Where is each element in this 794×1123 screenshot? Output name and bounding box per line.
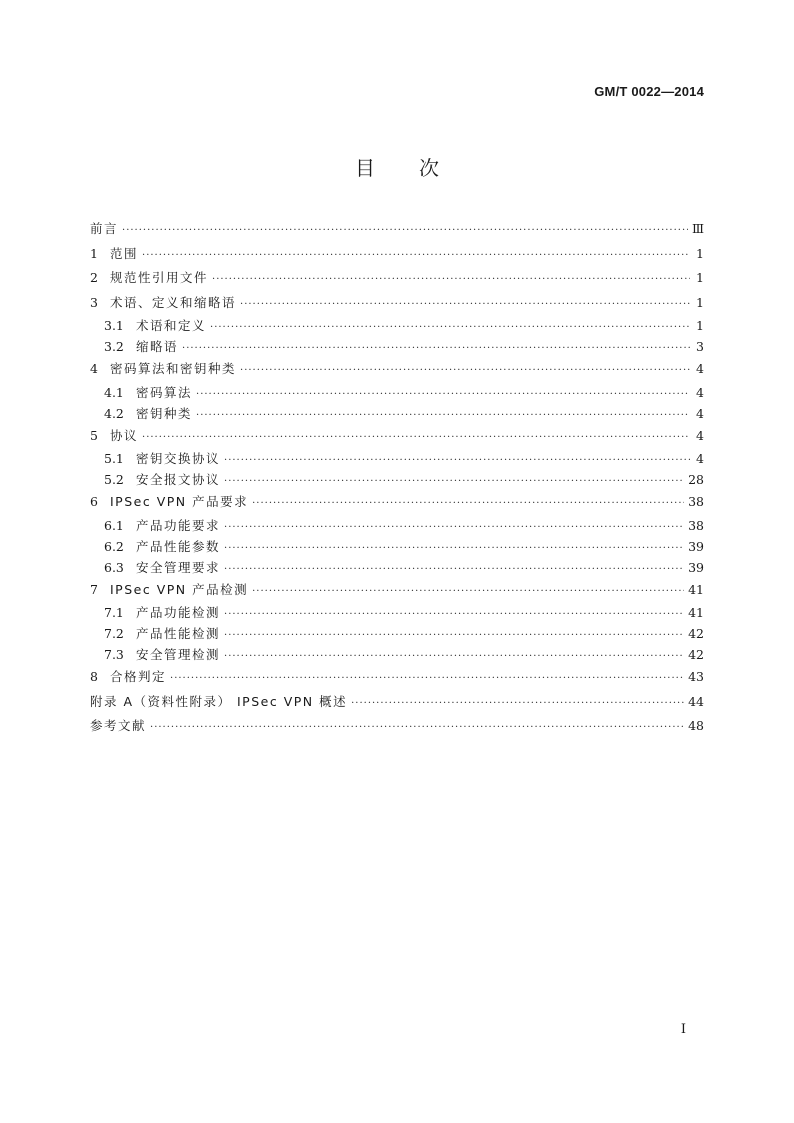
toc-entry-label: 协议	[110, 427, 139, 443]
toc-entry[interactable]	[90, 578, 704, 603]
title-char-2: 次	[419, 156, 439, 180]
toc-entry[interactable]	[90, 602, 704, 623]
toc-entry-label: 安全管理检测	[136, 647, 221, 662]
toc-entry-number: 5.1	[104, 451, 124, 466]
toc-entry-label: 密钥种类	[136, 405, 193, 421]
toc-dot-leader	[142, 244, 690, 269]
toc-entry-page: 38	[688, 517, 704, 533]
toc-entry-page: 1	[696, 294, 704, 310]
toc-entry-number: 7	[90, 581, 98, 597]
toc-entry[interactable]	[90, 515, 704, 536]
toc-entry-number: 7.1	[104, 605, 124, 620]
toc-dot-leader	[196, 405, 690, 426]
toc-entry-number: 4.2	[104, 405, 124, 421]
toc-dot-leader	[224, 604, 684, 625]
toc-entry-number: 8	[90, 669, 98, 684]
toc-entry-label: 范围	[110, 245, 139, 261]
toc-entry-label: 规范性引用文件	[110, 270, 209, 285]
toc-entry-label: 产品性能检测	[136, 626, 221, 641]
toc-entry-label: 参考文献	[90, 718, 147, 733]
toc-entry[interactable]	[90, 315, 704, 336]
toc-entry-label: 安全报文协议	[136, 472, 221, 487]
toc-entry-label: IPSec VPN 产品检测	[110, 581, 249, 597]
toc-entry-page: 4	[696, 451, 704, 466]
toc-dot-leader	[150, 716, 684, 741]
toc-entry[interactable]	[90, 242, 704, 267]
toc-entry-page: 4	[696, 361, 704, 376]
toc-entry-label: 缩略语	[136, 339, 179, 354]
toc-dot-leader	[351, 692, 684, 717]
toc-dot-leader	[224, 559, 684, 580]
title-char-1: 目	[355, 156, 375, 180]
toc-dot-leader	[224, 538, 684, 559]
toc-entry[interactable]	[90, 424, 704, 449]
toc-entry[interactable]	[90, 644, 704, 665]
toc-entry-number: 3	[90, 294, 98, 310]
toc-dot-leader	[142, 426, 690, 451]
toc-dot-leader	[224, 471, 684, 492]
toc-entry-page: 3	[696, 339, 704, 354]
toc-entry-page: 41	[688, 581, 704, 597]
toc-entry-number: 3.1	[104, 318, 124, 333]
toc-entry-number: 2	[90, 270, 98, 285]
toc-entry[interactable]	[90, 557, 704, 578]
toc-entry-page: 1	[696, 318, 704, 333]
toc-entry[interactable]	[90, 291, 704, 316]
toc-entry-number: 4.1	[104, 384, 124, 400]
toc-entry[interactable]	[90, 382, 704, 403]
toc-entry[interactable]	[90, 536, 704, 557]
toc-entry-label: 附录 A（资料性附录） IPSec VPN 概述	[90, 693, 348, 709]
toc-entry-label: 产品性能参数	[136, 538, 221, 554]
footer-page-number: I	[680, 1022, 686, 1037]
toc-entry-page: 43	[688, 669, 704, 684]
toc-entry-page: 28	[688, 472, 704, 487]
page-title	[0, 152, 794, 181]
toc-entry[interactable]	[90, 266, 704, 291]
toc-dot-leader	[212, 268, 690, 293]
toc-entry-number: 3.2	[104, 339, 124, 354]
toc-entry-page: 39	[688, 538, 704, 554]
toc-entry[interactable]	[90, 469, 704, 490]
toc-entry[interactable]	[90, 623, 704, 644]
toc-entry-label: 安全管理要求	[136, 559, 221, 575]
toc-entry[interactable]	[90, 714, 704, 739]
toc-entry[interactable]	[90, 490, 704, 515]
document-code: GM/T 0022—2014	[594, 84, 704, 99]
toc-entry-number: 5.2	[104, 472, 124, 487]
toc-entry[interactable]	[90, 336, 704, 357]
toc-entry-label: 合格判定	[110, 669, 167, 684]
toc-entry-page: 4	[696, 427, 704, 443]
toc-entry-page: 41	[688, 605, 704, 620]
toc-entry[interactable]	[90, 403, 704, 424]
toc-entry-page: 39	[688, 559, 704, 575]
table-of-contents	[90, 217, 704, 739]
toc-entry-number: 6	[90, 494, 98, 509]
toc-entry-number: 7.2	[104, 626, 124, 641]
toc-entry-page: 4	[696, 384, 704, 400]
toc-entry-label: IPSec VPN 产品要求	[110, 494, 249, 509]
toc-entry-page: 1	[696, 270, 704, 285]
toc-dot-leader	[224, 646, 684, 667]
toc-entry-label: 前言	[90, 221, 119, 236]
toc-entry-page: 44	[688, 693, 704, 709]
toc-entry-number: 6.1	[104, 517, 124, 533]
toc-entry-page: 1	[696, 245, 704, 261]
toc-entry[interactable]	[90, 217, 704, 242]
toc-entry[interactable]	[90, 665, 704, 690]
toc-entry[interactable]	[90, 448, 704, 469]
toc-entry-page: 42	[688, 626, 704, 641]
toc-entry-number: 7.3	[104, 647, 124, 662]
toc-entry-number: 6.2	[104, 538, 124, 554]
toc-entry-label: 术语和定义	[136, 318, 207, 333]
toc-entry[interactable]	[90, 690, 704, 715]
toc-entry-label: 密码算法	[136, 384, 193, 400]
toc-entry-number: 6.3	[104, 559, 124, 575]
toc-dot-leader	[240, 293, 690, 318]
toc-entry[interactable]	[90, 357, 704, 382]
toc-entry-label: 密钥交换协议	[136, 451, 221, 466]
toc-dot-leader	[252, 492, 684, 517]
toc-dot-leader	[224, 625, 684, 646]
toc-dot-leader	[210, 317, 690, 338]
toc-dot-leader	[182, 338, 690, 359]
toc-entry-label: 密码算法和密钥种类	[110, 361, 237, 376]
toc-entry-label: 术语、定义和缩略语	[110, 294, 237, 310]
toc-dot-leader	[224, 450, 690, 471]
toc-dot-leader	[170, 667, 684, 692]
toc-entry-page: 38	[688, 494, 704, 509]
toc-dot-leader	[224, 517, 684, 538]
toc-entry-number: 5	[90, 427, 98, 443]
toc-entry-number: 4	[90, 361, 98, 376]
toc-entry-page: 42	[688, 647, 704, 662]
toc-entry-page: 48	[688, 718, 704, 733]
toc-entry-page: 4	[696, 405, 704, 421]
toc-dot-leader	[240, 359, 690, 384]
toc-dot-leader	[252, 580, 684, 605]
toc-entry-label: 产品功能要求	[136, 517, 221, 533]
toc-dot-leader	[122, 219, 688, 244]
toc-dot-leader	[196, 384, 690, 405]
toc-entry-number: 1	[90, 245, 98, 261]
toc-entry-label: 产品功能检测	[136, 605, 221, 620]
toc-entry-page: Ⅲ	[691, 221, 704, 236]
